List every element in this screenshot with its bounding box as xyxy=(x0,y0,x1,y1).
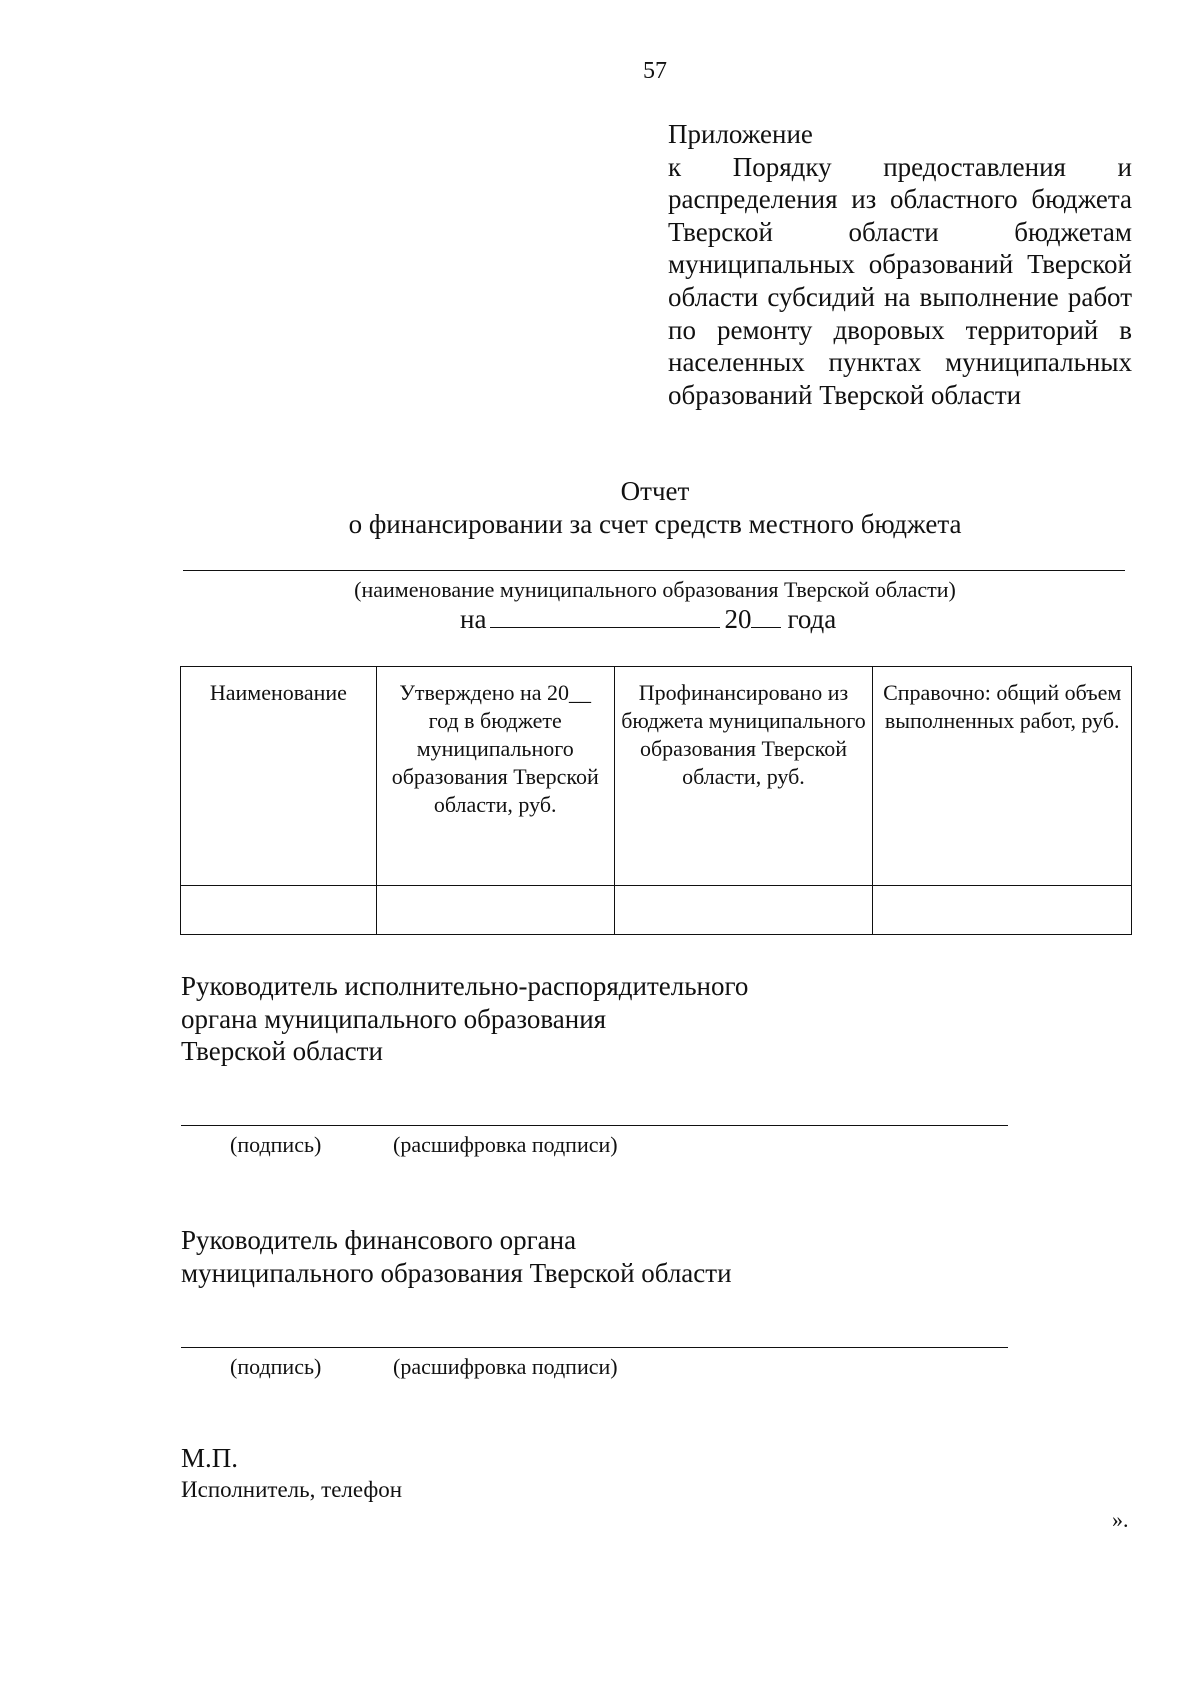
table-cell xyxy=(873,886,1132,935)
page-number: 57 xyxy=(643,58,667,84)
year-blank xyxy=(751,605,781,628)
year-prefix: 20 xyxy=(724,604,752,634)
signatory-line: Тверской области xyxy=(181,1036,383,1067)
signature-line xyxy=(181,1125,1008,1126)
signature-decoding-label: (расшифровка подписи) xyxy=(393,1132,618,1157)
report-title: Отчет xyxy=(620,476,690,506)
stamp-label: М.П. xyxy=(181,1443,239,1473)
table-header-cell: Наименование xyxy=(181,667,377,886)
table-cell xyxy=(376,886,614,935)
signatory-line: Руководитель финансового органа xyxy=(181,1225,577,1255)
appendix-title: Приложение xyxy=(668,119,813,149)
table-header-cell: Профинансировано из бюджета муниципального образования Тверской области, руб. xyxy=(614,667,873,886)
signature-decoding-label: (расшифровка подписи) xyxy=(393,1354,618,1379)
table-row xyxy=(181,886,1132,935)
table-cell xyxy=(181,886,377,935)
appendix-body: к Порядку предоставления и распределения из областного бюджета Тверской области бюджетам муниципальных образований Тверской области субсидий на выполнение работ по ремонту дворовых территорий в населенных пунктах муниципальных образований Тверской области xyxy=(668,151,1132,410)
signature-label: (подпись) xyxy=(230,1354,322,1379)
table-header-cell: Справочно: общий объем выполненных работ, руб. xyxy=(873,667,1132,886)
executive-signatory-title xyxy=(181,970,748,1068)
municipality-caption: (наименование муниципального образования Тверской области) xyxy=(354,577,956,602)
date-blank xyxy=(490,605,720,628)
finance-signatory-title xyxy=(181,1224,732,1289)
table-cell xyxy=(614,886,873,935)
report-date-line xyxy=(460,604,836,635)
year-suffix: года xyxy=(787,604,837,634)
signature-line xyxy=(181,1347,1008,1348)
executor-label: Исполнитель, телефон xyxy=(181,1477,403,1502)
municipality-name-line xyxy=(183,570,1125,571)
closing-quote: ». xyxy=(1112,1507,1129,1532)
report-table xyxy=(180,666,1132,935)
date-prefix: на xyxy=(460,604,487,634)
table-header-row xyxy=(181,667,1132,886)
report-subtitle: о финансировании за счет средств местного бюджета xyxy=(348,509,962,539)
appendix-block xyxy=(668,118,1132,411)
signature-label: (подпись) xyxy=(230,1132,322,1157)
signatory-line: органа муниципального образования xyxy=(181,1003,607,1034)
table-header-cell: Утверждено на 20__ год в бюджете муниципального образования Тверской области, руб. xyxy=(376,667,614,886)
signatory-line: Руководитель исполнительно-распорядительного xyxy=(181,971,749,1001)
signatory-line: муниципального образования Тверской области xyxy=(181,1257,732,1288)
